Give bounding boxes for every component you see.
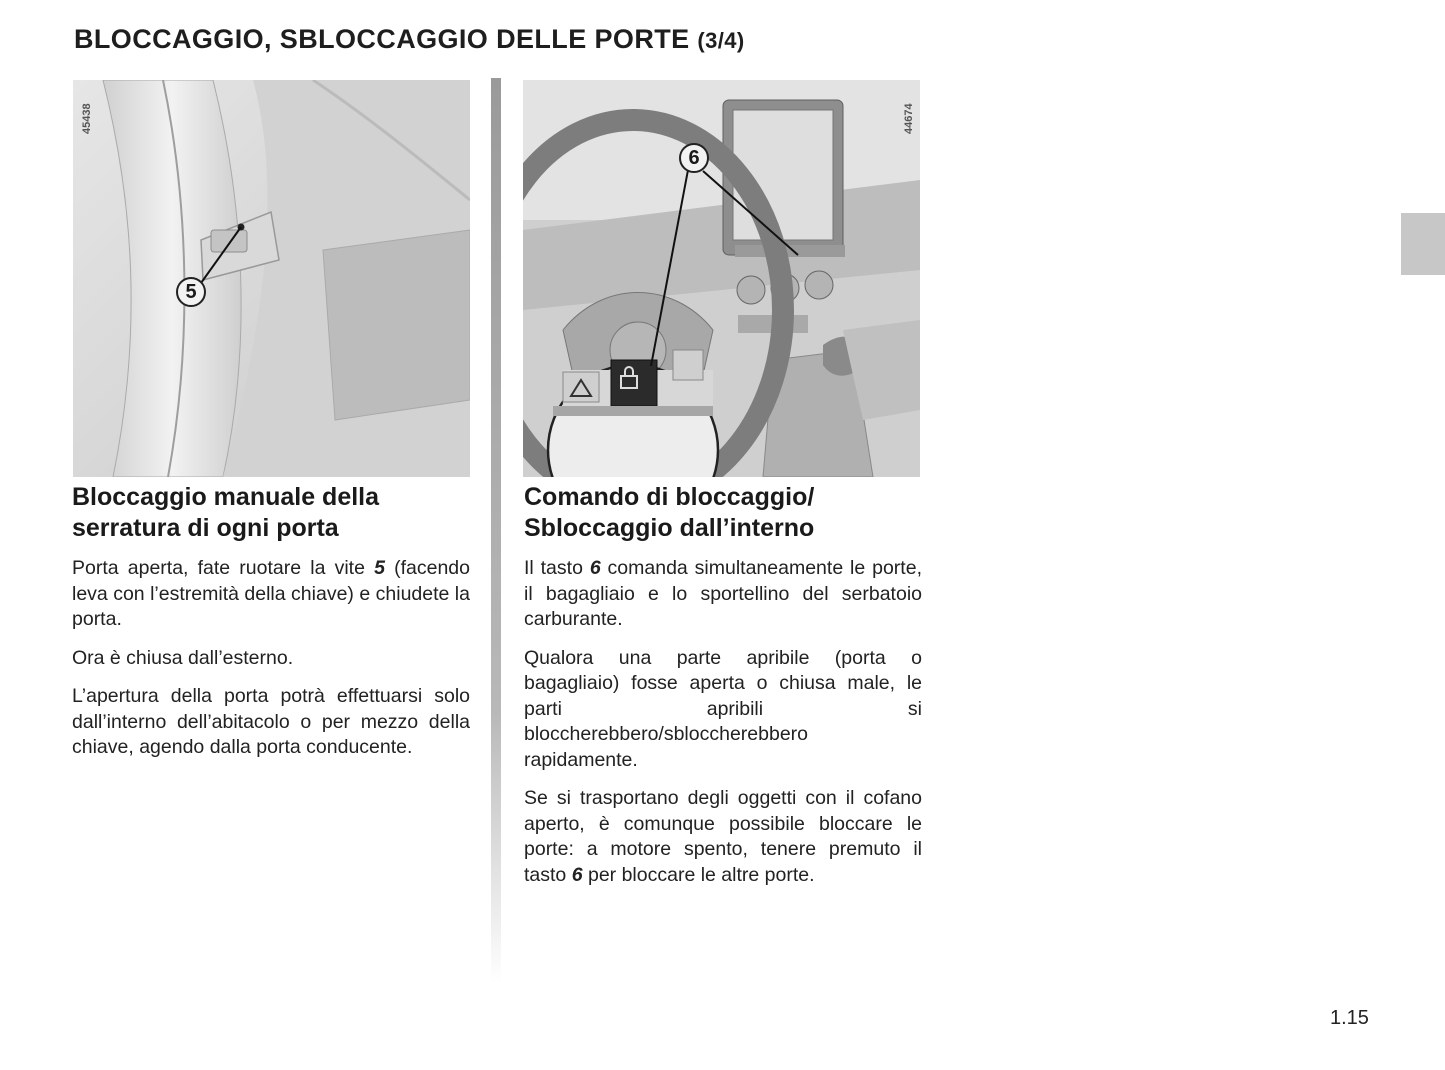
button-ref: 6 bbox=[571, 863, 583, 886]
page-title-text: BLOCCAGGIO, SBLOCCAGGIO DELLE PORTE bbox=[74, 24, 690, 54]
heading-line: Sbloccaggio dall’interno bbox=[524, 514, 815, 542]
screw-ref: 5 bbox=[374, 557, 385, 579]
section-tab bbox=[1401, 213, 1445, 275]
heading-line: Bloccaggio manuale della bbox=[72, 483, 380, 511]
manual-lock-heading bbox=[72, 482, 470, 544]
text: Porta aperta, fate ruotare la vite bbox=[72, 557, 375, 579]
text: comanda simultaneamente le porte, il bagagliaio e lo sportellino del serbatoio carburante. bbox=[524, 557, 922, 630]
figure-code: 44674 bbox=[903, 103, 915, 134]
dashboard-lock-illustration bbox=[523, 80, 920, 477]
page-title bbox=[74, 24, 745, 55]
page-number: 1.15 bbox=[1330, 1007, 1369, 1029]
callout-5: 5 bbox=[176, 277, 206, 307]
paragraph: Ora è chiusa dall’esterno. bbox=[72, 646, 294, 669]
figure-code: 45438 bbox=[81, 103, 93, 134]
door-lock-illustration bbox=[73, 80, 470, 477]
paragraph bbox=[524, 556, 922, 633]
heading-line: serratura di ogni porta bbox=[72, 514, 339, 542]
paragraph: Qualora una parte apribile (porta o bagagliaio) fosse aperta o chiusa male, le parti apribili si bloccherebbero/sbloccherebbero rapidamente. bbox=[524, 646, 922, 771]
paragraph bbox=[72, 556, 470, 633]
page-part-indicator: (3/4) bbox=[697, 28, 745, 53]
button-ref: 6 bbox=[589, 557, 601, 579]
interior-lock-section bbox=[524, 482, 922, 901]
dashboard-drawing bbox=[523, 80, 920, 477]
paragraph bbox=[524, 786, 922, 888]
text: per bloccare le altre porte. bbox=[582, 863, 815, 886]
door-drawing bbox=[73, 80, 470, 477]
text: Il tasto bbox=[524, 557, 590, 579]
heading-line: Comando di bloccaggio/ bbox=[524, 483, 815, 511]
text: Se si trasportano degli oggetti con il cofano aperto, è comunque possibile bloccare le porte: a motore spento, tenere premuto il tasto bbox=[524, 787, 922, 886]
text: (facendo leva con l’estremità della chiave) e chiudete la porta. bbox=[72, 557, 470, 630]
column-divider bbox=[491, 78, 501, 983]
callout-6: 6 bbox=[679, 143, 709, 173]
paragraph: L’apertura della porta potrà effettuarsi solo dall’interno dell’abitacolo o per mezzo della chiave, agendo dalla porta conducente. bbox=[72, 685, 470, 758]
interior-lock-heading bbox=[524, 482, 922, 544]
manual-lock-section bbox=[72, 482, 470, 774]
